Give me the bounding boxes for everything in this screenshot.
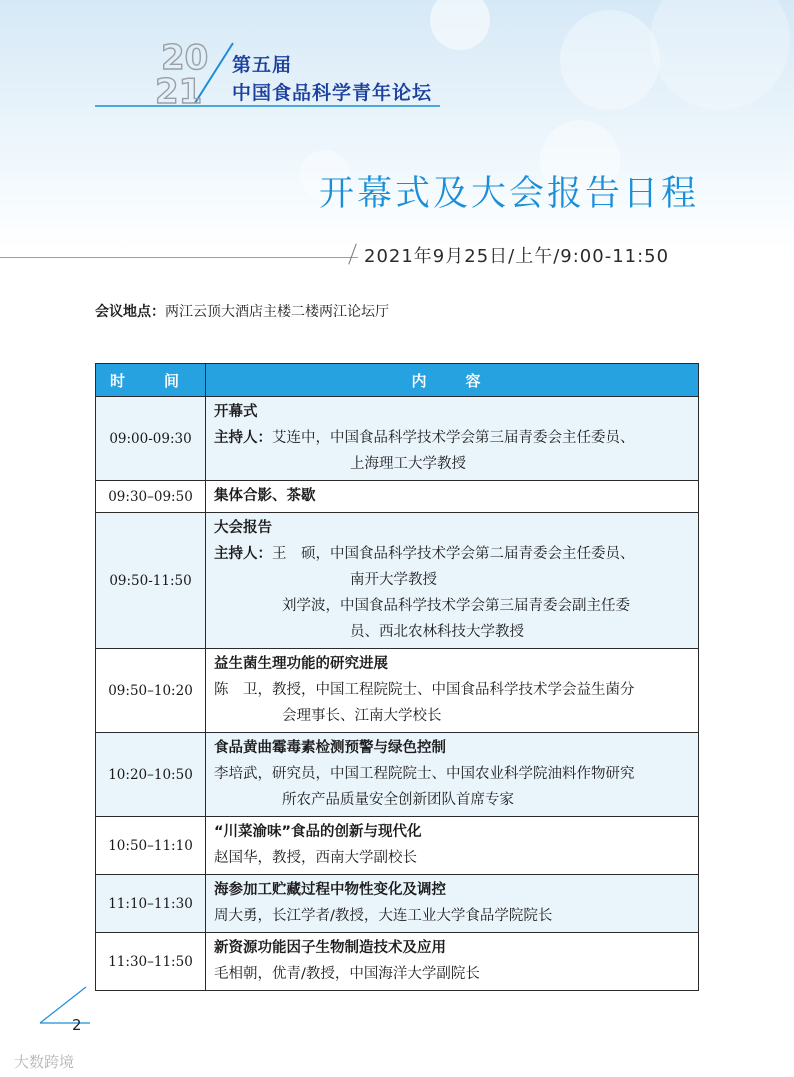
venue-label: 会议地点： [95,304,165,320]
decor-bubble [650,0,790,110]
row-host [214,425,690,451]
watermark: 大数跨境 [14,1053,75,1071]
row-time: 11:30–11:50 [96,933,206,991]
page-number: 2 [72,1016,82,1034]
table-row [96,397,699,481]
session-date: 2021年9月25日/上午/9:00-11:50 [364,246,670,267]
table-row [96,817,699,875]
row-host [214,541,690,567]
speaker-line: 会理事长、江南大学校长 [282,708,442,724]
row-content [206,933,699,991]
schedule-table [95,363,699,991]
host-line: 南开大学教授 [350,572,437,588]
speaker-line: 毛相朝，优青/教授，中国海洋大学副院长 [214,966,480,982]
row-title: 大会报告 [214,520,272,536]
logo-edition: 第五届 [232,54,293,76]
speaker-line: 李培武，研究员，中国工程院院士、中国农业科学院油料作物研究 [214,766,635,782]
logo-year-bottom: 21 [155,72,203,110]
logo-year-top: 20 [161,38,209,78]
row-content [206,481,699,513]
host-line: 艾连中，中国食品科学技术学会第三届青委会主任委员、 [272,430,635,446]
row-content [206,733,699,817]
row-time: 09:50-11:50 [96,513,206,649]
row-time: 10:20–10:50 [96,733,206,817]
speaker-line: 周大勇，长江学者/教授，大连工业大学食品学院院长 [214,908,553,924]
row-title: “川菜渝味”食品的创新与现代化 [214,824,422,840]
forum-logo [95,35,455,110]
row-title: 海参加工贮藏过程中物性变化及调控 [214,882,446,898]
table-row [96,875,699,933]
table-row [96,933,699,991]
host-line: 王 硕，中国食品科学技术学会第二届青委会主任委员、 [272,546,635,562]
header-content: 内 容 [206,364,699,397]
speaker-line: 陈 卫，教授，中国工程院院士、中国食品科学技术学会益生菌分 [214,682,635,698]
row-time: 09:00-09:30 [96,397,206,481]
speaker-line: 赵国华，教授，西南大学副校长 [214,850,417,866]
host-line: 刘学波，中国食品科学技术学会第三届青委会副主任委 [282,598,630,614]
logo-forum-name: 中国食品科学青年论坛 [232,82,433,104]
row-time: 09:30–09:50 [96,481,206,513]
row-title: 食品黄曲霉毒素检测预警与绿色控制 [214,740,446,756]
row-title: 开幕式 [214,404,258,420]
row-title: 集体合影、茶歇 [214,488,316,504]
host-line: 员、西北农林科技大学教授 [350,624,524,640]
row-time: 11:10–11:30 [96,875,206,933]
table-row [96,733,699,817]
decor-bubble [560,10,660,110]
table-row [96,513,699,649]
host-label: 主持人： [214,546,272,562]
row-content [206,513,699,649]
table-header-row [96,364,699,397]
date-divider [0,257,358,258]
host-line: 上海理工大学教授 [350,456,466,472]
table-row [96,649,699,733]
row-title: 新资源功能因子生物制造技术及应用 [214,940,446,956]
venue [95,301,389,321]
row-time: 10:50–11:10 [96,817,206,875]
row-title: 益生菌生理功能的研究进展 [214,656,388,672]
row-content [206,397,699,481]
page-title: 开幕式及大会报告日程 [318,174,699,214]
header-time: 时 间 [96,364,206,397]
row-content [206,817,699,875]
row-content [206,875,699,933]
page-corner-icon [38,985,90,1025]
venue-value: 两江云顶大酒店主楼二楼两江论坛厅 [165,304,389,320]
speaker-line: 所农产品质量安全创新团队首席专家 [282,792,514,808]
table-row [96,481,699,513]
host-label: 主持人： [214,430,272,446]
row-content [206,649,699,733]
row-time: 09:50–10:20 [96,649,206,733]
